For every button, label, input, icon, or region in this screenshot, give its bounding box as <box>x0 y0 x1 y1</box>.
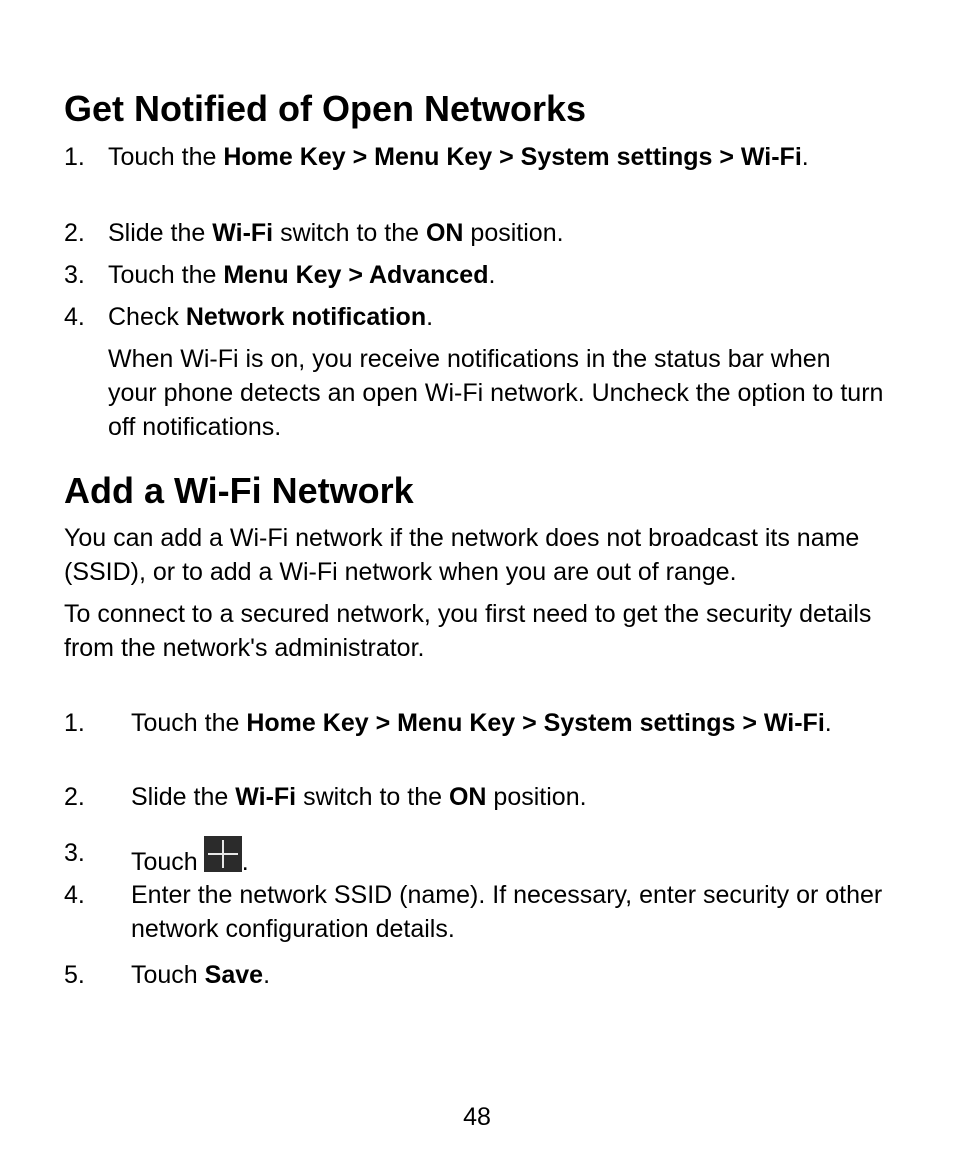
paragraph: To connect to a secured network, you first need to get the security details from the network's administrator. <box>64 600 872 662</box>
list-item: 5. Touch Save. <box>64 961 271 989</box>
section-heading-open-networks: Get Notified of Open Networks <box>64 88 587 129</box>
add-network-intro <box>64 521 884 665</box>
list-item: 4. Check Network notification. <box>64 303 434 331</box>
list-item: 1. Touch the Home Key > Menu Key > System settings > Wi-Fi. <box>64 143 809 171</box>
page-number: 48 <box>463 1103 491 1131</box>
step-note: When Wi-Fi is on, you receive notifications in the status bar when your phone detects an open Wi-Fi network. Uncheck the option to turn off notifications. <box>108 345 884 441</box>
list-item: 2. Slide the Wi-Fi switch to the ON position. <box>64 219 564 247</box>
list-item: 3. Touch . <box>64 826 884 878</box>
list-item: 3. Touch the Menu Key > Advanced. <box>64 261 496 289</box>
open-networks-steps <box>64 140 884 444</box>
paragraph: You can add a Wi-Fi network if the network does not broadcast its name (SSID), or to add a Wi-Fi network when you are out of range. <box>64 524 860 586</box>
list-item: 4. Enter the network SSID (name). If necessary, enter security or other network configuration details. <box>64 881 883 943</box>
list-item: 2. Slide the Wi-Fi switch to the ON position. <box>64 783 587 811</box>
section-heading-add-network: Add a Wi-Fi Network <box>64 470 414 511</box>
list-item: 1. Touch the Home Key > Menu Key > System settings > Wi-Fi. <box>64 709 832 737</box>
add-network-steps <box>64 706 884 992</box>
add-icon <box>204 836 242 872</box>
